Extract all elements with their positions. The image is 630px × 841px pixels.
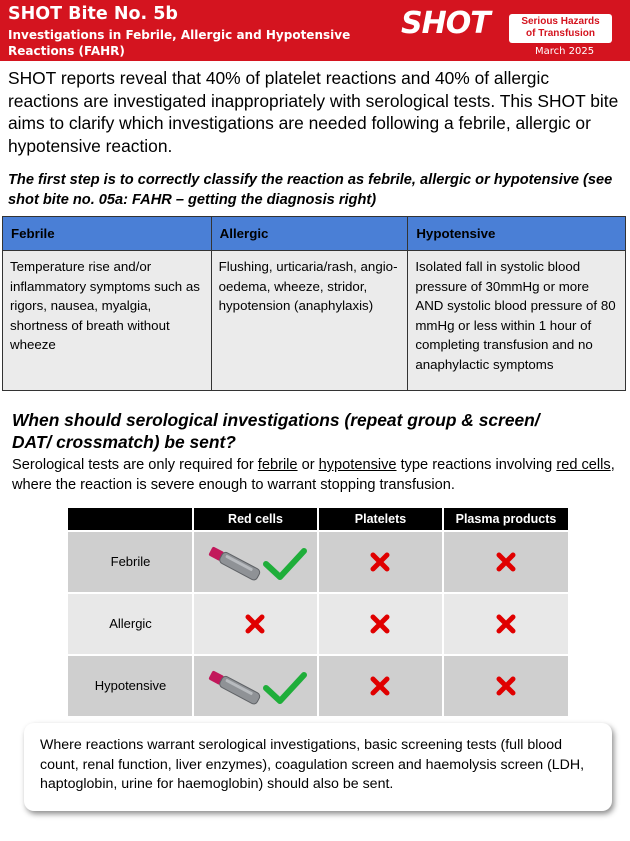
matrix-row-hypotensive <box>68 656 568 716</box>
cross-icon <box>443 594 568 654</box>
matrix-row-label: Hypotensive <box>94 678 167 693</box>
cross-icon <box>318 656 442 716</box>
matrix-row-febrile <box>68 532 568 592</box>
red-cells-link[interactable]: red cells <box>556 457 611 473</box>
classification-table <box>2 216 626 391</box>
cross-icon <box>318 532 442 592</box>
hypotensive-criteria: Isolated fall in systolic blood pressure of 30mmHg or more AND systolic blood pressure of 80 mmHg or less within 1 hour of completing transfusion and no anaphylactic symptoms <box>408 251 626 391</box>
column-header-febrile: Febrile <box>3 217 212 251</box>
matrix-header-blank <box>68 508 192 530</box>
matrix-header-red-cells: Red cells <box>194 508 317 530</box>
cross-icon <box>443 532 568 592</box>
blood-tube-check-icon <box>193 532 317 592</box>
cross-icon <box>193 594 317 654</box>
matrix-row-label: Febrile <box>110 554 151 569</box>
blood-tube-check-icon <box>193 656 317 716</box>
bite-subtitle: Investigations in Febrile, Allergic and Hypotensive Reactions (FAHR) <box>8 28 351 58</box>
answer-paragraph: Serological tests are only required for febrile or hypotensive type reactions involving red cells, where the reaction is severe enough to warrant stopping transfusion. <box>12 457 615 493</box>
matrix-header-plasma-products: Plasma products <box>444 508 568 530</box>
column-header-hypotensive: Hypotensive <box>408 217 626 251</box>
shot-logo-tagline: Serious Hazards of Transfusion <box>509 14 612 43</box>
column-header-allergic: Allergic <box>211 217 408 251</box>
febrile-criteria: Temperature rise and/or inflammatory symptoms such as rigors, nausea, myalgia, shortness of breath without wheeze <box>3 251 212 391</box>
cross-icon <box>318 594 442 654</box>
febrile-link[interactable]: febrile <box>257 457 298 473</box>
additional-tests-note: Where reactions warrant serological investigations, basic screening tests (full blood count, renal function, liver enzymes), coagulation screen and haemolysis screen (LDH, haptoglobin, urine for haemoglobin) should also be sent. <box>24 723 612 811</box>
shot-logo: SHOT <box>401 6 490 41</box>
intro-paragraph: SHOT reports reveal that 40% of platelet reactions and 40% of allergic reactions are investigated inappropriately with serological tests. This SHOT bite aims to clarify which investigations are needed following a febrile, allergic or hypotensive reaction. <box>8 68 619 156</box>
bite-number: SHOT Bite No. 5b <box>8 4 178 24</box>
allergic-criteria: Flushing, urticaria/rash, angio-oedema, wheeze, stridor, hypotension (anaphylaxis) <box>211 251 408 391</box>
hypotensive-link[interactable]: hypotensive <box>318 457 397 473</box>
header-banner <box>0 0 630 61</box>
cross-icon <box>443 656 568 716</box>
publication-date: March 2025 <box>535 46 595 57</box>
matrix-header-platelets: Platelets <box>319 508 442 530</box>
matrix-row-allergic <box>68 594 568 654</box>
matrix-row-label: Allergic <box>109 616 152 631</box>
first-step-note: The first step is to correctly classify the reaction as febrile, allergic or hypotensive (see shot bite no. 05a: FAHR – getting the diagnosis right) <box>8 172 613 208</box>
question-heading: When should serological investigations (repeat group & screen/ DAT/ crossmatch) be sent? <box>12 410 540 452</box>
